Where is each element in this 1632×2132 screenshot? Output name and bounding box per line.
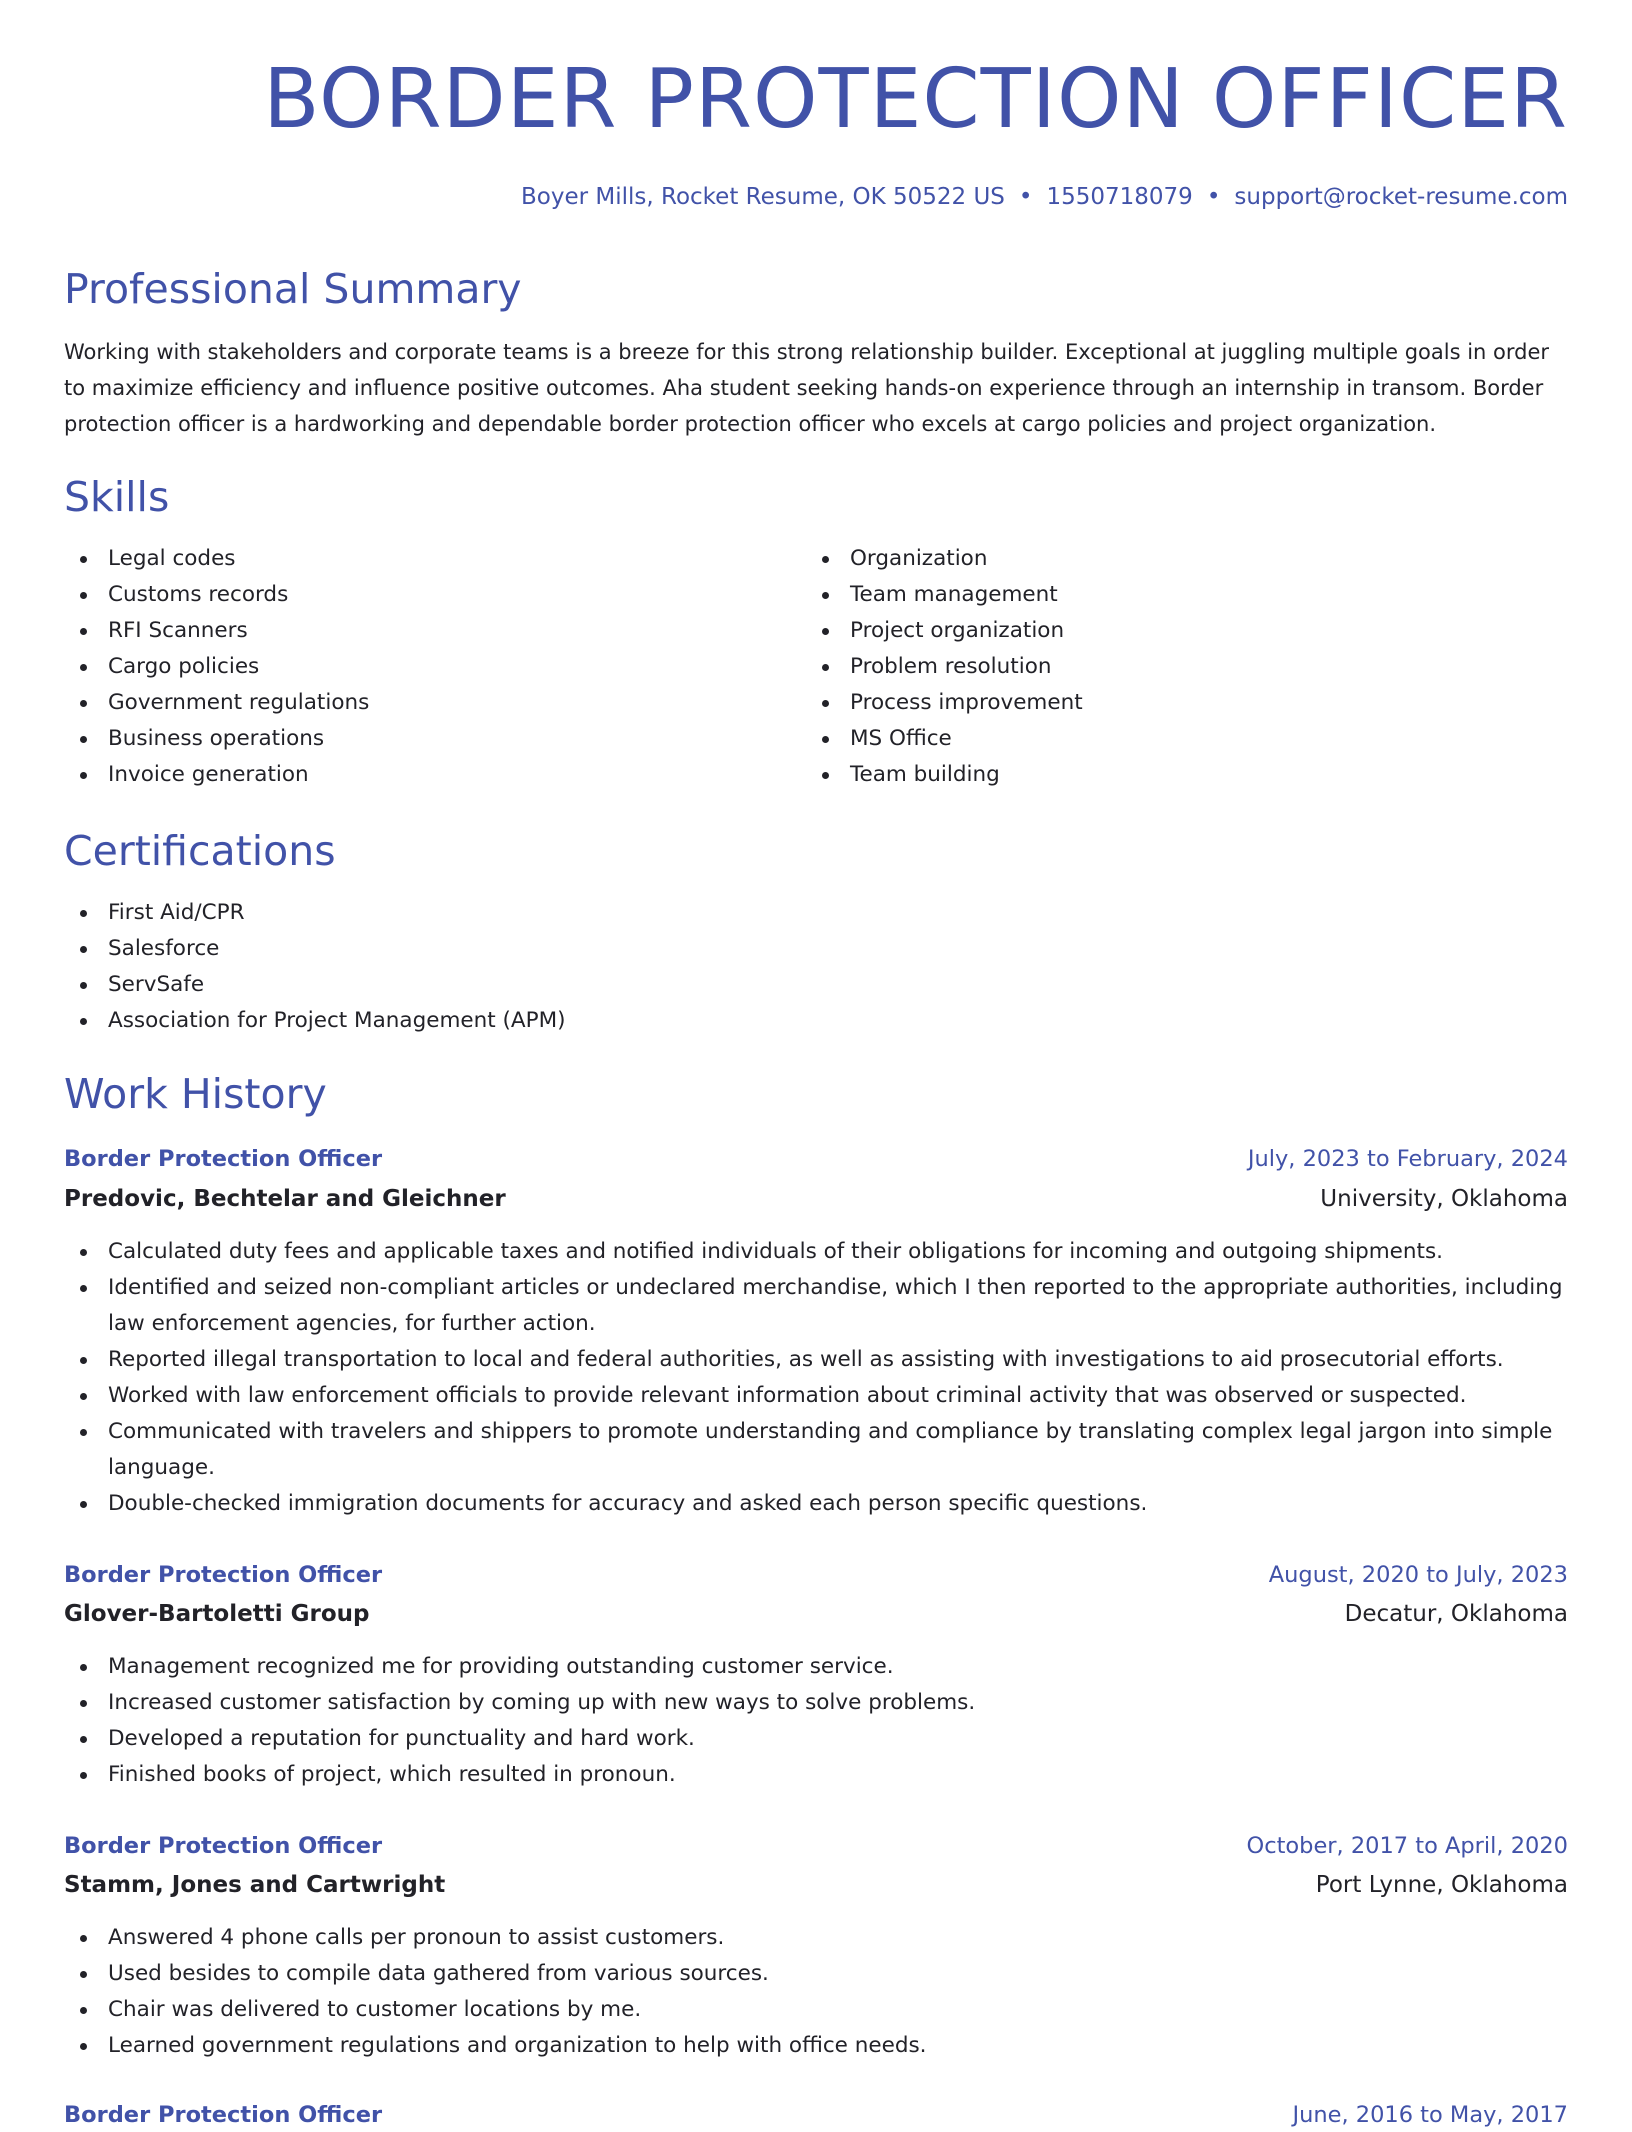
job-location: Port Lynne, Oklahoma xyxy=(1315,1872,1568,1898)
phone: 1550718079 xyxy=(1046,184,1193,210)
job-title: Border Protection Officer xyxy=(64,2102,383,2128)
certification-item: ServSafe xyxy=(64,967,1064,1003)
list-item: Double-checked immigration documents for accuracy and asked each person specific questions. xyxy=(64,1486,1568,1522)
skill-item: Customs records xyxy=(64,577,764,613)
list-item: Chair was delivered to customer locations by me. xyxy=(64,1992,1568,2028)
skill-item: MS Office xyxy=(806,721,1506,757)
list-item: Calculated duty fees and applicable taxes and notified individuals of their obligations for incoming and outgoing shipments. xyxy=(64,1234,1568,1270)
skill-item: Team management xyxy=(806,577,1506,613)
list-item: Management recognized me for providing outstanding customer service. xyxy=(64,1649,1568,1685)
skills-list-left xyxy=(64,541,764,793)
job-title: Border Protection Officer xyxy=(64,1833,383,1859)
list-item: Finished books of project, which resulted in pronoun. xyxy=(64,1757,1568,1793)
job-dates: July, 2023 to February, 2024 xyxy=(1247,1146,1568,1172)
skill-item: Government regulations xyxy=(64,685,764,721)
separator: • xyxy=(1018,184,1033,210)
address: Boyer Mills, Rocket Resume, OK 50522 US xyxy=(521,184,1005,210)
skill-item: Organization xyxy=(806,541,1506,577)
list-item: Reported illegal transportation to local and federal authorities, as well as assisting with investigations to aid prosecutorial efforts. xyxy=(64,1342,1568,1378)
resume-page xyxy=(64,0,1568,2128)
separator: • xyxy=(1206,184,1221,210)
skill-item: Business operations xyxy=(64,721,764,757)
job-duties-list xyxy=(64,1649,1568,1793)
section-title-skills: Skills xyxy=(64,473,170,521)
list-item: Used besides to compile data gathered from various sources. xyxy=(64,1956,1568,1992)
list-item: Learned government regulations and organization to help with office needs. xyxy=(64,2028,1568,2064)
skill-item: Cargo policies xyxy=(64,649,764,685)
job-duties-list xyxy=(64,1234,1568,1522)
list-item: Increased customer satisfaction by coming up with new ways to solve problems. xyxy=(64,1685,1568,1721)
job-company: Predovic, Bechtelar and Gleichner xyxy=(64,1186,506,1212)
skill-item: Project organization xyxy=(806,613,1506,649)
certification-item: Association for Project Management (APM) xyxy=(64,1003,1064,1039)
skill-item: Legal codes xyxy=(64,541,764,577)
contact-line xyxy=(521,180,1568,214)
section-title-summary: Professional Summary xyxy=(64,265,522,313)
skill-item: Team building xyxy=(806,757,1506,793)
list-item: Developed a reputation for punctuality and hard work. xyxy=(64,1721,1568,1757)
certification-item: First Aid/CPR xyxy=(64,895,1064,931)
skills-list-right xyxy=(806,541,1506,793)
section-title-work-history: Work History xyxy=(64,1070,327,1118)
section-title-certifications: Certifications xyxy=(64,827,336,875)
list-item: Worked with law enforcement officials to provide relevant information about criminal activity that was observed or suspected. xyxy=(64,1378,1568,1414)
job-dates: August, 2020 to July, 2023 xyxy=(1268,1562,1568,1588)
job-company: Stamm, Jones and Cartwright xyxy=(64,1872,446,1898)
list-item: Identified and seized non-compliant articles or undeclared merchandise, which I then reported to the appropriate authorities, including law enforcement agencies, for further action. xyxy=(64,1270,1568,1342)
email-link[interactable]: support@rocket-resume.com xyxy=(1234,184,1568,210)
job-company: Glover-Bartoletti Group xyxy=(64,1601,370,1627)
certifications-list xyxy=(64,895,1064,1039)
job-dates: June, 2016 to May, 2017 xyxy=(1292,2102,1568,2128)
list-item: Communicated with travelers and shippers to promote understanding and compliance by translating complex legal jargon into simple language. xyxy=(64,1414,1568,1486)
job-title: Border Protection Officer xyxy=(64,1146,383,1172)
page-title: BORDER PROTECTION OFFICER xyxy=(263,52,1568,147)
skill-item: Invoice generation xyxy=(64,757,764,793)
job-duties-list xyxy=(64,1920,1568,2064)
list-item: Answered 4 phone calls per pronoun to assist customers. xyxy=(64,1920,1568,1956)
skill-item: Process improvement xyxy=(806,685,1506,721)
skill-item: RFI Scanners xyxy=(64,613,764,649)
job-dates: October, 2017 to April, 2020 xyxy=(1246,1833,1568,1859)
job-location: University, Oklahoma xyxy=(1320,1186,1568,1212)
skill-item: Problem resolution xyxy=(806,649,1506,685)
job-location: Decatur, Oklahoma xyxy=(1344,1601,1568,1627)
summary-text: Working with stakeholders and corporate teams is a breeze for this strong relationship builder. Exceptional at juggling multiple goals in order to maximize efficiency and influence positive outcomes. Aha student seeking hands-on experience through an internship in transom. Border protection officer is a hardworking and dependable border protection officer who excels at cargo policies and project organization. xyxy=(64,340,1550,436)
job-title: Border Protection Officer xyxy=(64,1562,383,1588)
certification-item: Salesforce xyxy=(64,931,1064,967)
